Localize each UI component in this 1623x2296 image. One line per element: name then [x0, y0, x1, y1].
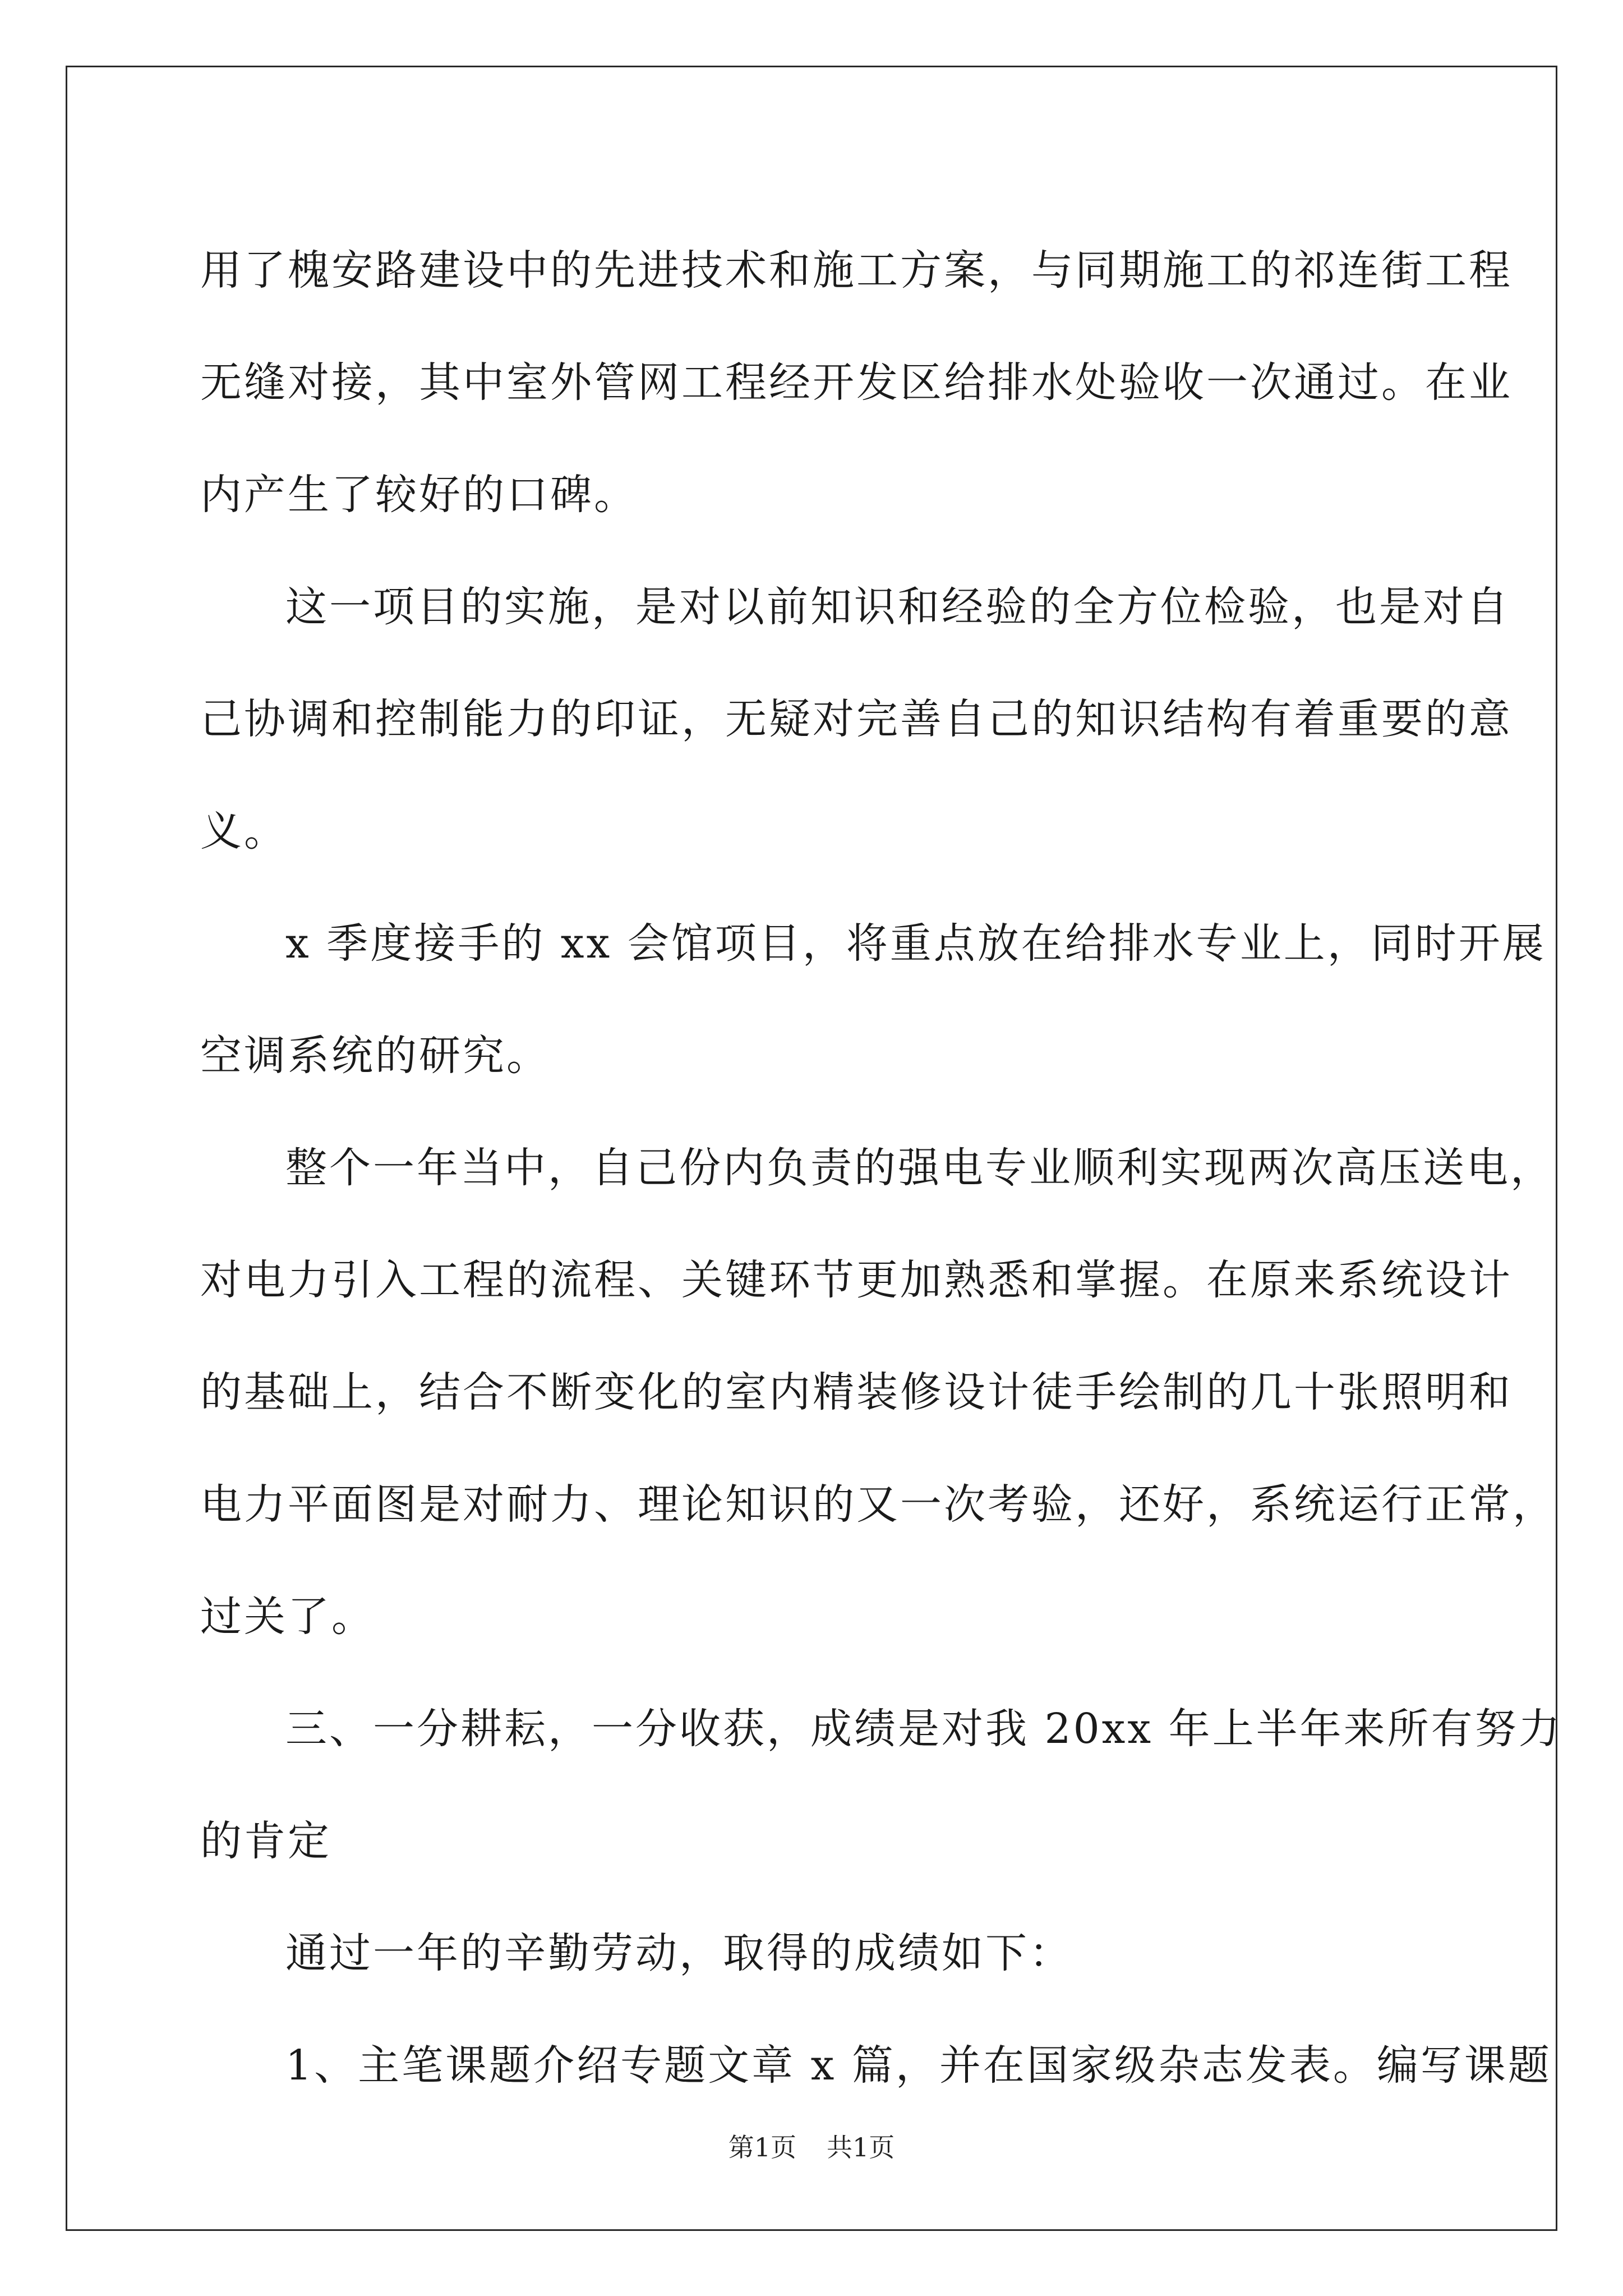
text-line: 这一项目的实施，是对以前知识和经验的全方位检验，也是对自	[285, 583, 1510, 631]
text-line: 空调系统的研究。	[200, 1032, 550, 1080]
text-line: 用了槐安路建设中的先进技术和施工方案，与同期施工的祁连街工程	[200, 246, 1513, 295]
text-line: 无缝对接，其中室外管网工程经开发区给排水处验收一次通过。在业	[200, 358, 1513, 407]
text-line: x 季度接手的 xx 会馆项目，将重点放在给排水专业上，同时开展	[285, 919, 1546, 968]
page-number-total: 共1页	[827, 2132, 895, 2162]
page-number-current: 第1页	[728, 2132, 796, 2162]
document-body	[200, 214, 1562, 2122]
text-line: 1、主笔课题介绍专题文章 x 篇，并在国家级杂志发表。编写课题	[285, 2041, 1552, 2090]
text-line: 的肯定	[200, 1817, 331, 1865]
text-line: 三、一分耕耘，一分收获，成绩是对我 20xx 年上半年来所有努力	[285, 1705, 1562, 1753]
text-line: 电力平面图是对耐力、理论知识的又一次考验，还好，系统运行正常，	[200, 1480, 1556, 1529]
text-line: 对电力引入工程的流程、关键环节更加熟悉和掌握。在原来系统设计	[200, 1256, 1513, 1304]
text-line: 通过一年的辛勤劳动，取得的成绩如下：	[285, 1929, 1073, 1977]
text-line: 义。	[200, 807, 288, 855]
text-line: 的基础上，结合不断变化的室内精装修设计徒手绘制的几十张照明和	[200, 1368, 1513, 1416]
page-footer	[0, 2131, 1623, 2164]
text-line: 过关了。	[200, 1593, 375, 1641]
text-line: 己协调和控制能力的印证，无疑对完善自己的知识结构有着重要的意	[200, 695, 1513, 743]
text-line: 内产生了较好的口碑。	[200, 471, 638, 519]
text-line: 整个一年当中，自己份内负责的强电专业顺利实现两次高压送电，	[285, 1144, 1554, 1192]
